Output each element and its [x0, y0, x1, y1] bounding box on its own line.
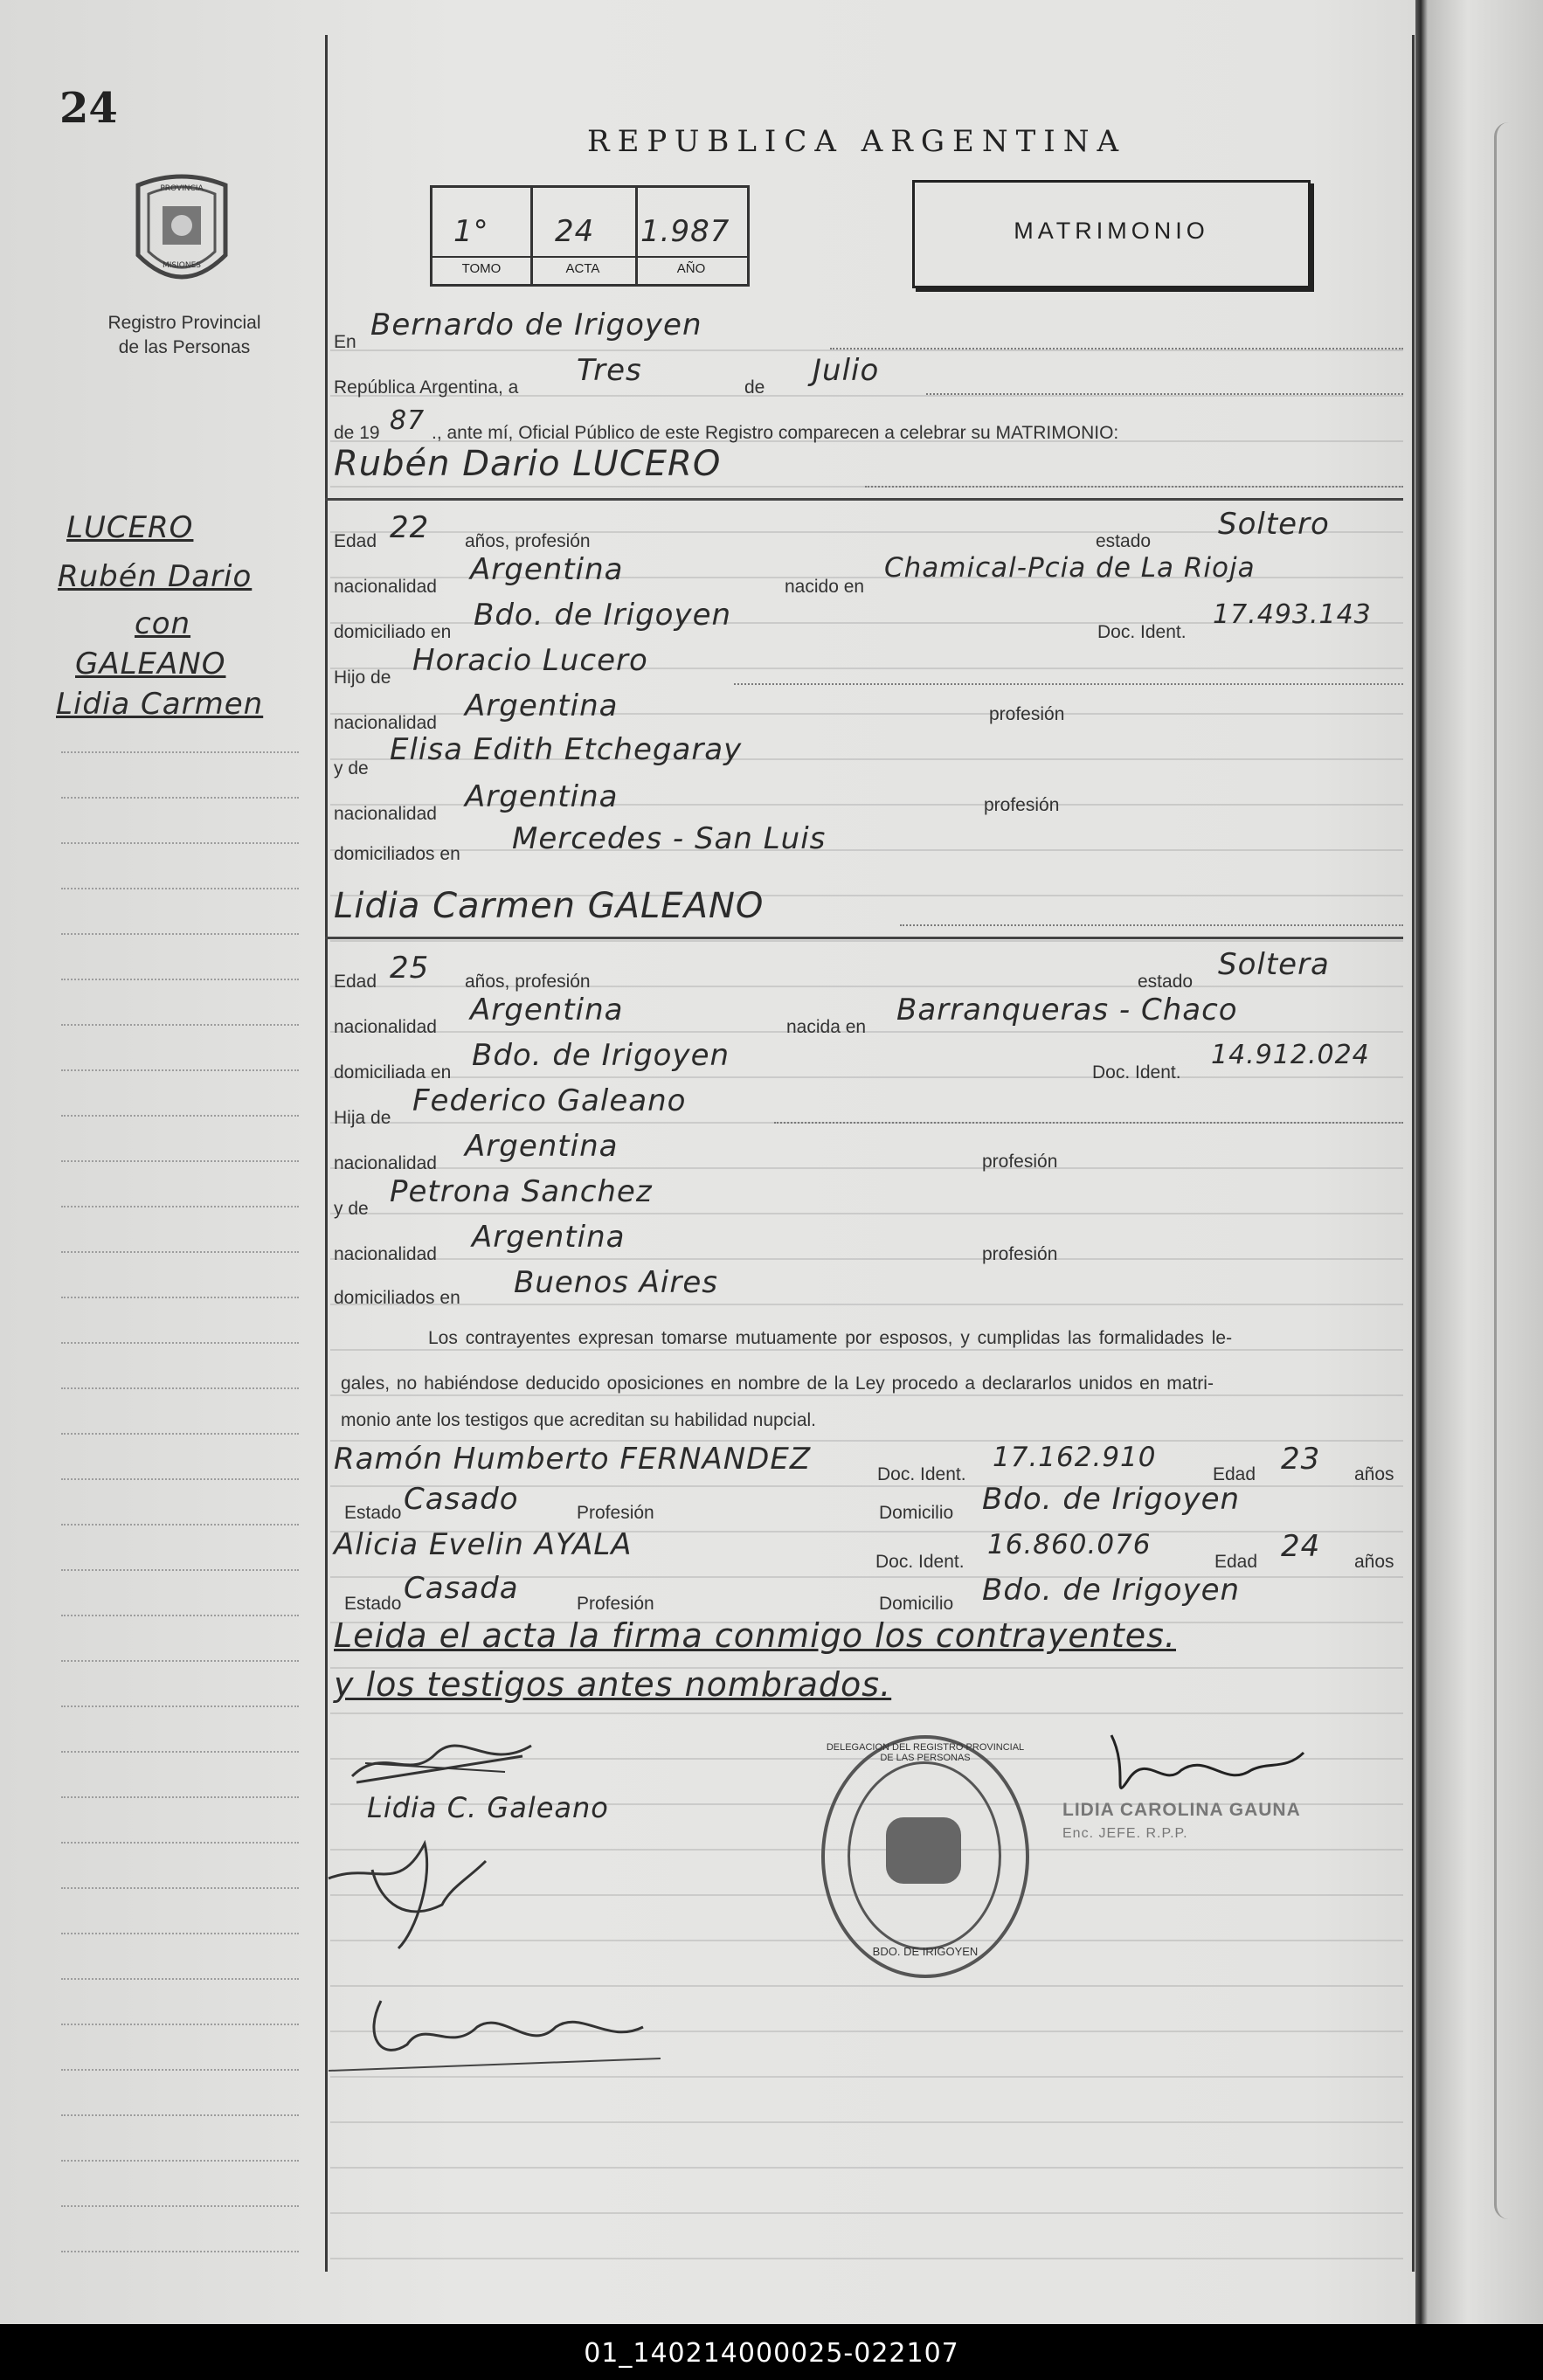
official-signature-icon — [1094, 1718, 1312, 1805]
margin-ruled-line — [61, 751, 299, 753]
act-type: MATRIMONIO — [1014, 218, 1209, 244]
margin-ruled-line — [61, 1751, 299, 1753]
witness2-domicilio: Bdo. de Irigoyen — [982, 1573, 1241, 1608]
margin-ruled-line — [61, 1569, 299, 1571]
margin-ruled-line — [61, 2024, 299, 2025]
bride-nacida-label: nacida en — [786, 1017, 867, 1037]
book-spine — [1415, 0, 1543, 2324]
bride-madre: Petrona Sanchez — [390, 1174, 653, 1209]
margin-note-given: Rubén Dario — [58, 559, 253, 594]
bride-nacida: Barranqueras - Chaco — [896, 993, 1238, 1027]
ruled-line — [330, 1349, 1403, 1351]
official-stamp-name: LIDIA CAROLINA GAUNA — [1062, 1800, 1301, 1820]
witness2-prof-label: Profesión — [577, 1594, 654, 1614]
witness1-edad: 23 — [1281, 1442, 1321, 1477]
margin-ruled-line — [61, 933, 299, 935]
official-stamp-role: Enc. JEFE. R.P.P. — [1062, 1826, 1188, 1841]
day-value: Tres — [577, 353, 642, 388]
margin-note-surname: LUCERO — [66, 510, 194, 545]
footer-id: 01_140214000025-022107 — [584, 2338, 959, 2369]
bride-estado: Soltera — [1218, 947, 1330, 982]
margin-ruled-line — [61, 1705, 299, 1707]
groom-padres-dom: Mercedes - San Luis — [512, 821, 827, 856]
margin-ruled-line — [61, 842, 299, 844]
de-label: de — [744, 377, 765, 398]
groom-anos-label: años, profesión — [465, 531, 591, 551]
ruled-line — [330, 2167, 1403, 2169]
bride-padre-nac-label: nacionalidad — [334, 1153, 437, 1173]
en-label: En — [334, 332, 356, 352]
bride-padre: Federico Galeano — [412, 1083, 687, 1118]
bride-anos-label: años, profesión — [465, 972, 591, 992]
ruled-line — [330, 940, 1403, 942]
groom-doc: 17.493.143 — [1213, 599, 1372, 630]
witness2-dom-label: Domicilio — [879, 1594, 954, 1614]
ruled-line — [330, 1031, 1403, 1033]
margin-ruled-line — [61, 1433, 299, 1435]
ruled-line — [330, 2212, 1403, 2214]
bride-padres-dom: Buenos Aires — [514, 1265, 718, 1300]
margin-ruled-line — [61, 888, 299, 889]
acta-label: ACTA — [565, 261, 600, 276]
margin-note-con: con — [135, 606, 191, 641]
bride-edad: 25 — [390, 951, 430, 986]
round-stamp — [821, 1735, 1029, 1978]
groom-nacido: Chamical-Pcia de La Rioja — [884, 552, 1256, 584]
witness1-estado-label: Estado — [344, 1503, 402, 1523]
republica-label: República Argentina, a — [334, 377, 519, 398]
witness1-doc-label: Doc. Ident. — [877, 1464, 966, 1484]
bride-domicilio: Bdo. de Irigoyen — [472, 1038, 730, 1073]
groom-edad-label: Edad — [334, 531, 377, 551]
witness2-estado-label: Estado — [344, 1594, 402, 1614]
margin-ruled-line — [61, 979, 299, 980]
margin-ruled-line — [61, 1660, 299, 1662]
margin-ruled-line — [61, 1069, 299, 1071]
groom-madre: Elisa Edith Etchegaray — [390, 732, 743, 767]
act-type-box — [912, 180, 1311, 288]
groom-madre-nac: Argentina — [465, 779, 619, 814]
groom-estado-label: estado — [1096, 531, 1152, 551]
margin-ruled-line — [61, 1387, 299, 1389]
margin-ruled-line — [61, 1978, 299, 1980]
intro-text: ., ante mí, Oficial Público de este Registro comparecen a celebrar su MATRIMONIO: — [432, 423, 1119, 443]
ruled-line — [330, 1167, 1403, 1169]
month-value: Julio — [813, 353, 880, 388]
witness2-signature-icon — [329, 1975, 678, 2079]
margin-ruled-line — [61, 1115, 299, 1117]
groom-padre-nac-label: nacionalidad — [334, 713, 437, 733]
round-stamp-inner: BDO. DE IRIGOYEN — [872, 1945, 979, 1958]
bride-padre-nac: Argentina — [465, 1129, 619, 1164]
ruled-line — [330, 2258, 1403, 2259]
round-stamp-text: DELEGACION DEL REGISTRO PROVINCIAL DE LAS PERSONAS — [826, 1742, 1025, 1763]
bride-signature: Lidia C. Galeano — [367, 1791, 609, 1824]
groom-domicilio: Bdo. de Irigoyen — [474, 598, 732, 633]
ruled-line — [330, 849, 1403, 851]
bride-hija-label: Hija de — [334, 1108, 391, 1128]
margin-ruled-line — [61, 2205, 299, 2207]
witness1-dom-label: Domicilio — [879, 1503, 954, 1523]
witness2-edad: 24 — [1281, 1529, 1321, 1564]
acta-value: 24 — [555, 214, 595, 249]
bride-nac-label: nacionalidad — [334, 1017, 437, 1037]
margin-ruled-line — [61, 1615, 299, 1616]
margin-ruled-line — [61, 1524, 299, 1526]
bride-doms-label: domiciliados en — [334, 1288, 460, 1308]
witness2-doc-label: Doc. Ident. — [875, 1552, 965, 1572]
margin-ruled-line — [61, 1024, 299, 1026]
margin-ruled-line — [61, 1887, 299, 1889]
margin-ruled-line — [61, 1297, 299, 1298]
bride-name: Lidia Carmen GALEANO — [334, 886, 765, 926]
ruled-line — [330, 1258, 1403, 1260]
groom-separator — [325, 498, 1403, 501]
bride-doc-label: Doc. Ident. — [1092, 1062, 1181, 1083]
ano-value: 1.987 — [640, 214, 730, 249]
groom-nacionalidad: Argentina — [470, 552, 624, 587]
page-number: 24 — [59, 84, 118, 133]
seal-text-bottom: MISIONES — [162, 261, 202, 270]
witness2-name: Alicia Evelin AYALA — [334, 1527, 633, 1562]
bride-nacionalidad: Argentina — [470, 993, 624, 1027]
ruled-line — [330, 1394, 1403, 1396]
groom-madre-nac-label: nacionalidad — [334, 804, 437, 824]
margin-ruled-line — [61, 1160, 299, 1162]
margin-ruled-line — [61, 1251, 299, 1253]
groom-padre: Horacio Lucero — [412, 643, 648, 678]
groom-doc-label: Doc. Ident. — [1097, 622, 1187, 642]
ano-label: AÑO — [676, 261, 706, 276]
country-title: REPUBLICA ARGENTINA — [587, 124, 1127, 159]
footer-bar — [0, 2324, 1543, 2380]
ruled-line — [330, 349, 1403, 351]
groom-padre-nac: Argentina — [465, 688, 619, 723]
witness1-doc: 17.162.910 — [993, 1442, 1157, 1473]
witness2-doc: 16.860.076 — [987, 1529, 1152, 1560]
margin-ruled-line — [61, 1842, 299, 1844]
bride-doc: 14.912.024 — [1211, 1040, 1370, 1070]
paragraph-line-1: Los contrayentes expresan tomarse mutuamente por esposos, y cumplidas las formalidades le- — [428, 1328, 1233, 1348]
closing-line-2: y los testigos antes nombrados. — [334, 1665, 892, 1704]
margin-ruled-line — [61, 2251, 299, 2252]
witness2-anos-label: años — [1354, 1552, 1394, 1572]
groom-name: Rubén Dario LUCERO — [334, 444, 722, 484]
stamp-emblem-icon — [886, 1817, 961, 1884]
bride-dom-label: domiciliada en — [334, 1062, 452, 1083]
act-number-box — [430, 185, 750, 287]
margin-ruled-line — [61, 2160, 299, 2162]
witness1-anos-label: años — [1354, 1464, 1394, 1484]
witness2-edad-label: Edad — [1214, 1552, 1258, 1572]
year-prefix: de 19 — [334, 423, 380, 443]
groom-nac-label: nacionalidad — [334, 577, 437, 597]
margin-ruled-line — [61, 2114, 299, 2116]
witness1-name: Ramón Humberto FERNANDEZ — [334, 1442, 812, 1477]
bride-madre-nac-label: nacionalidad — [334, 1244, 437, 1264]
bride-madre-prof-label: profesión — [982, 1244, 1058, 1264]
margin-ruled-line — [61, 1796, 299, 1798]
margin-ruled-line — [61, 1206, 299, 1207]
ruled-line — [330, 1304, 1403, 1305]
margin-ruled-line — [61, 1342, 299, 1344]
margin-ruled-line — [61, 1478, 299, 1480]
groom-yde-label: y de — [334, 758, 369, 778]
margin-ruled-line — [61, 797, 299, 799]
year-value: 87 — [390, 405, 426, 436]
groom-estado: Soltero — [1218, 507, 1330, 542]
groom-edad: 22 — [390, 510, 430, 545]
witness1-signature-icon — [320, 1826, 495, 1957]
margin-ruled-line — [61, 1933, 299, 1934]
witness1-prof-label: Profesión — [577, 1503, 654, 1523]
right-border — [1412, 35, 1415, 2272]
bride-estado-label: estado — [1138, 972, 1194, 992]
witness2-estado: Casada — [404, 1571, 519, 1606]
seal-text-top: PROVINCIA — [160, 184, 204, 193]
ruled-line — [330, 1076, 1403, 1078]
ruled-line — [330, 1213, 1403, 1214]
registry-name: Registro Provincial de las Personas — [107, 313, 261, 357]
bride-yde-label: y de — [334, 1199, 369, 1219]
bride-madre-nac: Argentina — [472, 1220, 626, 1255]
witness1-edad-label: Edad — [1213, 1464, 1256, 1484]
province-seal-icon — [129, 168, 234, 299]
margin-note-surname2: GALEANO — [75, 647, 226, 681]
witness1-domicilio: Bdo. de Irigoyen — [982, 1482, 1241, 1517]
groom-nacido-label: nacido en — [785, 577, 865, 597]
ruled-line — [330, 1712, 1403, 1714]
groom-signature-icon — [348, 1737, 540, 1789]
paragraph-line-2: gales, no habiéndose deducido oposiciones en nombre de la Ley procedo a declararlos unidos en matri- — [341, 1373, 1214, 1394]
groom-doms-label: domiciliados en — [334, 844, 460, 864]
margin-note-given2: Lidia Carmen — [56, 687, 264, 722]
witness1-estado: Casado — [404, 1482, 519, 1517]
tomo-value: 1° — [453, 214, 489, 249]
margin-ruled-line — [61, 2069, 299, 2071]
tomo-label: TOMO — [461, 261, 502, 276]
groom-dom-label: domiciliado en — [334, 622, 452, 642]
groom-madre-prof-label: profesión — [984, 795, 1060, 815]
ruled-line — [330, 2121, 1403, 2123]
place-value: Bernardo de Irigoyen — [370, 308, 702, 342]
bride-edad-label: Edad — [334, 972, 377, 992]
groom-hijo-label: Hijo de — [334, 668, 391, 688]
bride-padre-prof-label: profesión — [982, 1152, 1058, 1172]
closing-line-1: Leida el acta la firma conmigo los contrayentes. — [334, 1616, 1176, 1655]
bride-separator — [325, 937, 1403, 939]
groom-padre-prof-label: profesión — [989, 704, 1065, 724]
paragraph-line-3: monio ante los testigos que acreditan su habilidad nupcial. — [341, 1410, 817, 1430]
